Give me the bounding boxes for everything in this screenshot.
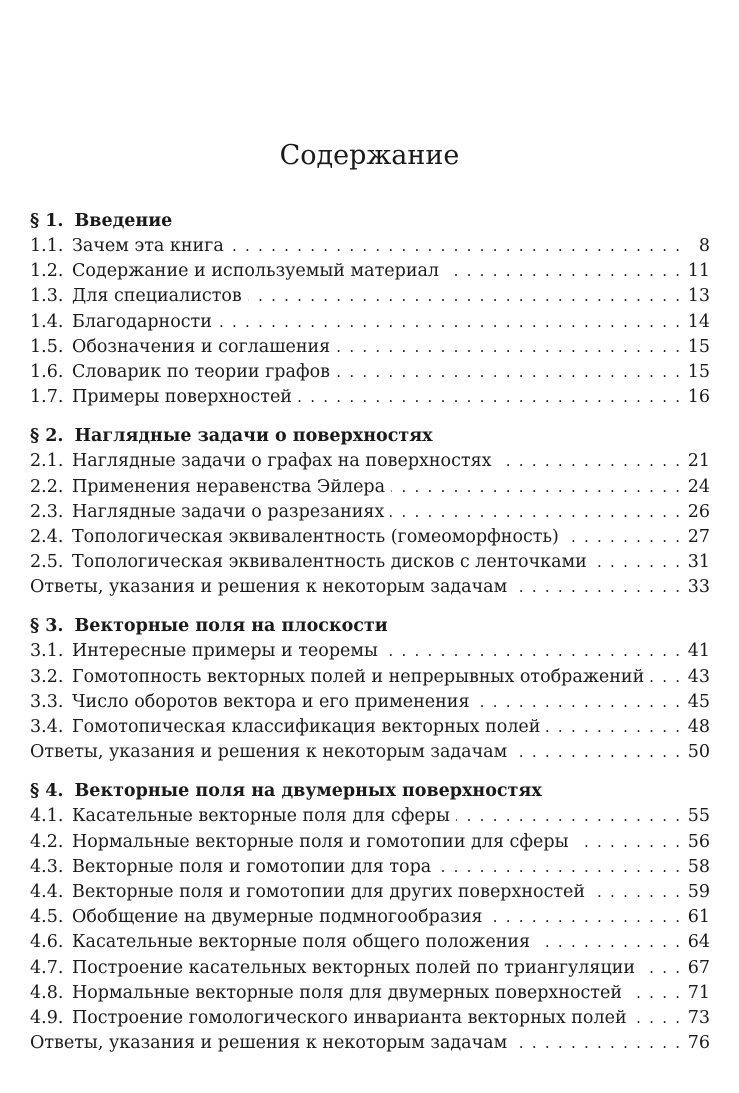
dot-leader	[591, 880, 680, 905]
entry-number: 4.8.	[30, 982, 64, 1003]
dot-leader	[298, 385, 680, 410]
dot-leader	[390, 500, 680, 525]
entry-title: Содержание и используемый материал	[72, 261, 440, 282]
toc-entry[interactable]	[30, 665, 710, 690]
dot-leader	[536, 930, 680, 955]
entry-page: 24	[687, 476, 710, 497]
section-heading[interactable]	[30, 614, 710, 639]
section-heading[interactable]	[30, 209, 710, 234]
entry-page: 15	[687, 361, 710, 382]
section-heading[interactable]	[30, 779, 710, 804]
entry-page: 55	[687, 806, 710, 827]
dot-leader	[650, 665, 680, 690]
toc-entry[interactable]	[30, 360, 710, 385]
entry-number: 4.2.	[30, 831, 64, 852]
dot-leader	[336, 360, 680, 385]
toc-entry-answers[interactable]	[30, 740, 710, 765]
toc-entry[interactable]	[30, 981, 710, 1006]
section-heading[interactable]	[30, 424, 710, 449]
dot-leader	[633, 1006, 680, 1031]
entry-title: Для специалистов	[72, 286, 242, 307]
entry-title: Применения неравенства Эйлера	[72, 476, 386, 497]
entry-page: 64	[687, 932, 710, 953]
entry-page: 50	[687, 742, 710, 763]
entry-page: 59	[687, 881, 710, 902]
entry-title: Касательные векторные поля для сферы	[72, 806, 450, 827]
entry-page: 33	[687, 577, 710, 598]
section-title: Наглядные задачи о поверхностях	[74, 426, 433, 447]
entry-page: 13	[687, 286, 710, 307]
entry-number: 1.1.	[30, 236, 64, 256]
entry-title: Касательные векторные поля общего положения	[72, 932, 531, 953]
entry-number: 1.4.	[30, 311, 64, 332]
entry-page: 48	[687, 717, 710, 737]
toc-entry[interactable]	[30, 335, 710, 360]
entry-page: 26	[687, 501, 710, 522]
entry-number: 1.7.	[30, 387, 64, 408]
entry-number: 4.5.	[30, 907, 64, 928]
entry-page: 43	[687, 666, 710, 687]
section-number: § 3.	[30, 616, 64, 637]
entry-title: Гомотопность векторных полей и непрерывных отображений	[72, 666, 645, 687]
entry-title: Топологическая эквивалентность дисков с ленточками	[72, 552, 587, 573]
toc-entry-answers[interactable]	[30, 575, 710, 600]
entry-number: 1.5.	[30, 336, 64, 357]
dot-leader	[575, 830, 680, 855]
dot-leader	[391, 475, 680, 500]
entry-page: 8	[698, 236, 710, 256]
entry-number: 3.1.	[30, 641, 64, 662]
toc-entry[interactable]	[30, 449, 710, 474]
entry-number: 1.3.	[30, 286, 64, 307]
entry-title: Число оборотов вектора и его применения	[72, 691, 470, 712]
dot-leader	[546, 715, 680, 740]
entry-number: 4.3.	[30, 856, 64, 877]
entry-page: 71	[687, 982, 710, 1003]
toc-section-4	[30, 779, 710, 1056]
toc-section-2	[30, 424, 710, 600]
entry-page: 31	[687, 552, 710, 573]
entry-title: Построение гомологического инварианта векторных полей	[72, 1007, 627, 1028]
entry-title: Обобщение на двумерные подмногообразия	[72, 907, 483, 928]
toc-entry[interactable]	[30, 830, 710, 855]
dot-leader	[384, 639, 680, 664]
entry-title: Нормальные векторные поля и гомотопии для сферы	[72, 831, 569, 852]
entry-title: Примеры поверхностей	[72, 387, 292, 408]
toc-entry[interactable]	[30, 639, 710, 664]
entry-number: 2.1.	[30, 451, 64, 472]
toc-section-3	[30, 614, 710, 765]
toc-entry[interactable]	[30, 550, 710, 575]
dot-leader	[513, 575, 680, 600]
toc-entry[interactable]	[30, 1006, 710, 1031]
dot-leader	[628, 981, 680, 1006]
entry-number: 1.2.	[30, 261, 64, 282]
dot-leader	[456, 804, 680, 829]
table-of-contents	[30, 209, 710, 1070]
entry-number: 3.2.	[30, 666, 64, 687]
toc-entry[interactable]	[30, 284, 710, 309]
dot-leader	[218, 310, 680, 335]
toc-entry-answers[interactable]	[30, 1031, 710, 1056]
entry-page: 73	[687, 1007, 710, 1028]
entry-title: Векторные поля и гомотопии для других поверхностей	[72, 881, 586, 902]
section-title: Векторные поля на плоскости	[74, 616, 388, 637]
toc-entry[interactable]	[30, 310, 710, 335]
section-number: § 2.	[30, 426, 64, 447]
entry-title: Интересные примеры и теоремы	[72, 641, 378, 662]
entry-number: 2.2.	[30, 476, 64, 497]
entry-page: 76	[687, 1033, 710, 1054]
page-title: Содержание	[279, 140, 460, 171]
toc-entry[interactable]	[30, 690, 710, 715]
entry-title: Ответы, указания и решения к некоторым задачам	[30, 1033, 508, 1054]
entry-page: 45	[687, 691, 710, 712]
entry-page: 58	[687, 856, 710, 877]
entry-title: Благодарности	[72, 311, 212, 332]
entry-title: Топологическая эквивалентность (гомеоморфность)	[72, 526, 559, 547]
dot-leader	[445, 259, 680, 284]
entry-number: 4.7.	[30, 957, 64, 978]
toc-entry[interactable]	[30, 259, 710, 284]
toc-entry[interactable]	[30, 855, 710, 880]
entry-number: 1.6.	[30, 361, 64, 382]
section-number: § 4.	[30, 781, 64, 802]
entry-title: Зачем эта книга	[72, 236, 224, 256]
dot-leader	[641, 956, 680, 981]
dot-leader	[489, 905, 680, 930]
entry-page: 56	[687, 831, 710, 852]
entry-title: Словарик по теории графов	[72, 361, 331, 382]
toc-entry[interactable]	[30, 234, 710, 259]
entry-number: 4.4.	[30, 881, 64, 902]
entry-title: Векторные поля и гомотопии для тора	[72, 856, 432, 877]
toc-entry[interactable]	[30, 385, 710, 410]
dot-leader	[230, 234, 680, 259]
section-title: Введение	[74, 211, 173, 231]
entry-number: 3.4.	[30, 717, 64, 737]
entry-page: 67	[687, 957, 710, 978]
toc-entry[interactable]	[30, 500, 710, 525]
entry-page: 16	[687, 387, 710, 408]
entry-number: 3.3.	[30, 691, 64, 712]
dot-leader	[513, 1031, 680, 1056]
toc-entry[interactable]	[30, 475, 710, 500]
entry-page: 61	[687, 907, 710, 928]
entry-title: Ответы, указания и решения к некоторым задачам	[30, 742, 508, 763]
dot-leader	[336, 335, 680, 360]
entry-title: Ответы, указания и решения к некоторым задачам	[30, 577, 508, 598]
entry-number: 4.6.	[30, 932, 64, 953]
entry-title: Нормальные векторные поля для двумерных поверхностей	[72, 982, 622, 1003]
entry-number: 2.5.	[30, 552, 64, 573]
entry-title: Наглядные задачи о графах на поверхностях	[72, 451, 492, 472]
dot-leader	[248, 284, 680, 309]
section-number: § 1.	[30, 211, 64, 231]
entry-page: 21	[687, 451, 710, 472]
entry-page: 15	[687, 336, 710, 357]
toc-entry[interactable]	[30, 715, 710, 740]
dot-leader	[565, 525, 680, 550]
entry-title: Гомотопическая классификация векторных полей	[72, 717, 541, 737]
entry-number: 4.1.	[30, 806, 64, 827]
entry-title: Построение касательных векторных полей по триангуляции	[72, 957, 636, 978]
entry-title: Обозначения и соглашения	[72, 336, 331, 357]
section-title: Векторные поля на двумерных поверхностях	[74, 781, 542, 802]
entry-number: 4.9.	[30, 1007, 64, 1028]
toc-entry[interactable]	[30, 804, 710, 829]
entry-page: 27	[687, 526, 710, 547]
toc-entry[interactable]	[30, 905, 710, 930]
dot-leader	[437, 855, 680, 880]
entry-page: 14	[687, 311, 710, 332]
toc-entry[interactable]	[30, 956, 710, 981]
toc-entry[interactable]	[30, 525, 710, 550]
entry-page: 11	[687, 261, 710, 282]
toc-section-1	[30, 209, 710, 410]
entry-title: Наглядные задачи о разрезаниях	[72, 501, 385, 522]
toc-entry[interactable]	[30, 930, 710, 955]
entry-number: 2.4.	[30, 526, 64, 547]
dot-leader	[513, 740, 680, 765]
toc-entry[interactable]	[30, 880, 710, 905]
entry-page: 41	[687, 641, 710, 662]
dot-leader	[475, 690, 680, 715]
dot-leader	[498, 449, 681, 474]
entry-number: 2.3.	[30, 501, 64, 522]
dot-leader	[593, 550, 680, 575]
